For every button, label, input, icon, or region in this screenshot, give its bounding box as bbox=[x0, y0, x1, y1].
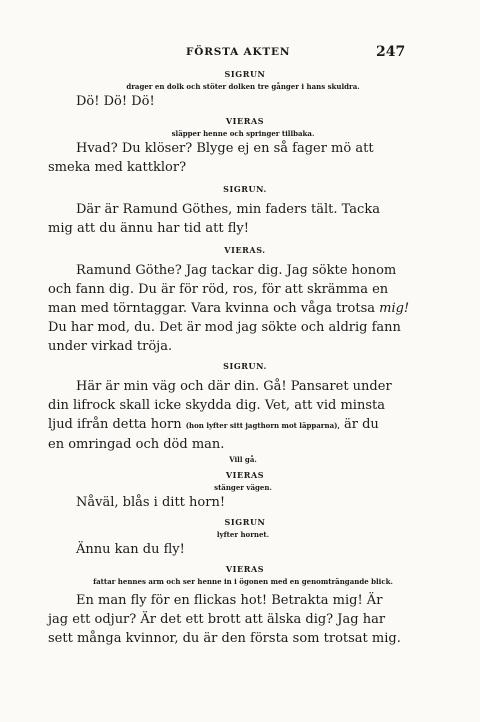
stage-direction: släpper henne och springer tillbaka. bbox=[171, 129, 315, 138]
dialogue-line: mig att du ännu har tid att fly! bbox=[48, 221, 249, 236]
speaker-name: SIGRUN. bbox=[223, 184, 267, 194]
dialogue-text: är du bbox=[339, 417, 379, 432]
speaker-name: SIGRUN. bbox=[223, 361, 267, 371]
dialogue-line bbox=[0, 299, 480, 318]
speaker-name: VIERAS bbox=[225, 564, 265, 574]
speaker-name: VIERAS. bbox=[224, 245, 266, 255]
running-head: FÖRSTA AKTEN bbox=[186, 46, 291, 58]
dialogue-line: Dö! Dö! Dö! bbox=[76, 94, 155, 109]
stage-direction: lyfter hornet. bbox=[216, 530, 270, 539]
stage-direction: drager en dolk och stöter dolken tre gånger i hans skuldra. bbox=[126, 82, 360, 91]
stage-direction: stänger vägen. bbox=[214, 483, 272, 492]
speaker-name: SIGRUN bbox=[224, 69, 266, 79]
dialogue-line: En man fly för en flickas hot! Betrakta mig! Är bbox=[76, 593, 383, 608]
dialogue-line: Hvad? Du klöser? Blyge ej en så fager mö att bbox=[76, 141, 374, 156]
speaker-name: VIERAS bbox=[225, 116, 265, 126]
dialogue-text: man med törntaggar. Vara kvinna och våga trotsa bbox=[48, 301, 380, 316]
dialogue-line: din lifrock skall icke skydda dig. Vet, att vid minsta bbox=[48, 398, 385, 413]
page-header bbox=[0, 44, 480, 64]
dialogue-line: en omringad och död man. bbox=[48, 437, 225, 452]
stage-direction: Vill gå. bbox=[229, 455, 257, 464]
play-text bbox=[0, 68, 480, 648]
dialogue-line: smeka med kattklor? bbox=[48, 160, 187, 175]
dialogue-line: sett många kvinnor, du är den första som trotsat mig. bbox=[48, 631, 401, 646]
dialogue-line: Nåväl, blås i ditt horn! bbox=[76, 495, 226, 510]
speaker-name: SIGRUN bbox=[224, 517, 266, 527]
dialogue-line: jag ett odjur? Är det ett brott att älska dig? Jag har bbox=[48, 612, 386, 627]
dialogue-line: under virkad tröja. bbox=[48, 339, 173, 354]
dialogue-line: Du har mod, du. Det är mod jag sökte och aldrig fann bbox=[48, 320, 401, 335]
speaker-name: VIERAS bbox=[225, 470, 265, 480]
dialogue-text: ljud ifrån detta horn bbox=[48, 417, 186, 432]
dialogue-line: och fann dig. Du är för röd, ros, för att skrämma en bbox=[48, 282, 389, 297]
inline-stage-direction: (hon lyfter sitt jagthorn mot läpparna), bbox=[185, 421, 340, 430]
emphasized-word: mig! bbox=[379, 301, 410, 316]
dialogue-line: Ramund Göthe? Jag tackar dig. Jag sökte honom bbox=[76, 263, 397, 278]
dialogue-line: Här är min väg och där din. Gå! Pansaret under bbox=[76, 379, 392, 394]
page-number: 247 bbox=[376, 44, 406, 60]
dialogue-line: Där är Ramund Göthes, min faders tält. Tacka bbox=[76, 202, 380, 217]
stage-direction: fattar hennes arm och ser henne in i ögonen med en genomträngande blick. bbox=[93, 577, 393, 586]
dialogue-line: Ännu kan du fly! bbox=[76, 542, 185, 557]
dialogue-line bbox=[0, 415, 480, 435]
